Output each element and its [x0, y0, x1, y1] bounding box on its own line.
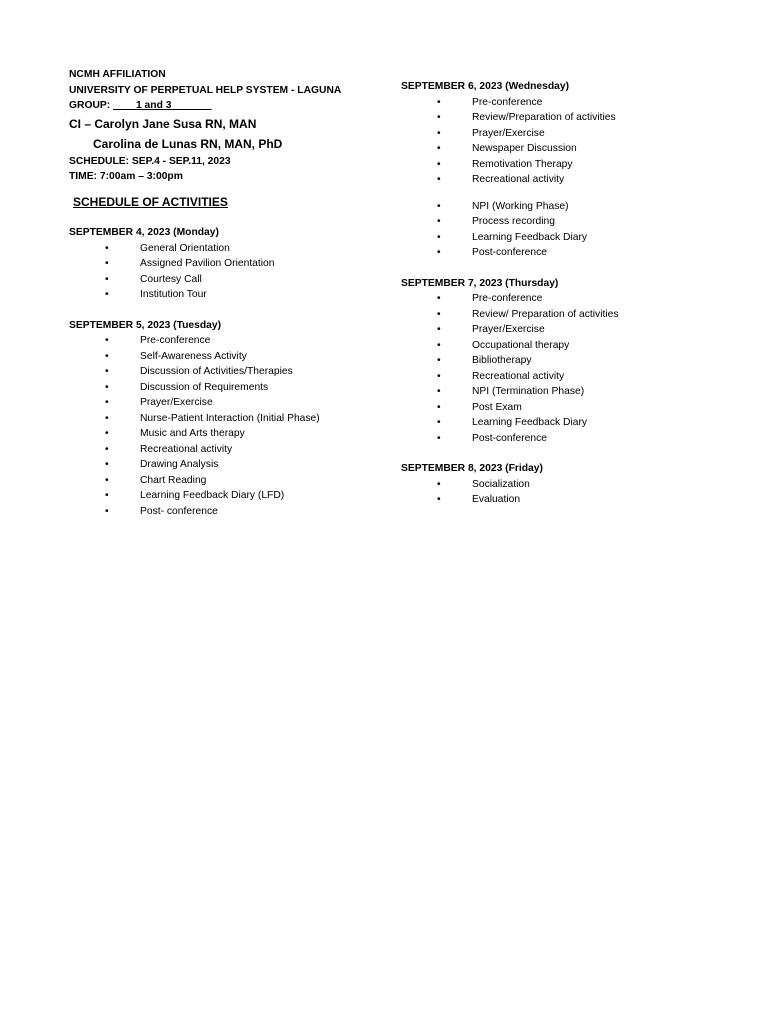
bullet-icon: • [105, 443, 109, 455]
list-item [69, 457, 389, 473]
activity-label: Post Exam [472, 401, 522, 413]
list-item [69, 241, 389, 257]
activity-label: NPI (Working Phase) [472, 200, 569, 212]
activity-label: Nurse-Patient Interaction (Initial Phase) [140, 412, 320, 424]
list-item [69, 333, 389, 349]
list-item [401, 95, 741, 111]
bullet-icon: • [105, 366, 109, 377]
left-column [69, 67, 389, 519]
day-title: SEPTEMBER 5, 2023 (Tuesday) [69, 319, 222, 331]
list-item [69, 272, 389, 288]
activity-label: Self-Awareness Activity [140, 350, 247, 362]
bullet-icon: • [105, 242, 109, 254]
list-item [69, 473, 389, 489]
spacer [401, 188, 741, 199]
bullet-icon: • [105, 258, 109, 269]
list-item [401, 369, 741, 385]
bullet-icon: • [437, 401, 441, 413]
activity-label: Bibliotherapy [472, 355, 532, 366]
activity-label: Chart Reading [140, 474, 207, 486]
bullet-icon: • [105, 412, 109, 424]
activity-label: Newspaper Discussion [472, 143, 577, 154]
list-item [69, 380, 389, 396]
bullet-icon: • [105, 273, 109, 285]
activity-label: Learning Feedback Diary (LFD) [140, 490, 285, 501]
bullet-icon: • [105, 428, 109, 439]
list-item [401, 245, 741, 261]
clinical-instructor-2: Carolina de Lunas RN, MAN, PhD [93, 136, 283, 151]
group-value: ____1 and 3_______ [113, 100, 212, 111]
activity-label: Post- conference [140, 505, 218, 517]
activity-label: Drawing Analysis [140, 459, 219, 470]
bullet-icon: • [437, 143, 441, 154]
bullet-icon: • [437, 112, 441, 123]
bullet-icon: • [437, 96, 441, 108]
activity-label: Evaluation [472, 494, 521, 505]
list-item [401, 172, 741, 188]
bullet-icon: • [105, 505, 109, 517]
group-line [69, 98, 389, 114]
activity-list [401, 477, 741, 508]
list-item [69, 364, 389, 380]
bullet-icon: • [437, 308, 441, 320]
day-title: SEPTEMBER 8, 2023 (Friday) [401, 463, 543, 474]
bullet-icon: • [437, 478, 441, 490]
bullet-icon: • [437, 370, 441, 382]
activity-label: General Orientation [140, 242, 230, 254]
right-column [401, 67, 741, 508]
bullet-icon: • [437, 216, 441, 227]
bullet-icon: • [105, 397, 109, 408]
activity-label: Discussion of Activities/Therapies [140, 366, 293, 377]
activity-label: Socialization [472, 478, 530, 490]
bullet-icon: • [437, 158, 441, 170]
list-item [69, 349, 389, 365]
activity-label: Prayer/Exercise [472, 127, 545, 139]
activity-label: Prayer/Exercise [140, 397, 213, 408]
activity-label: Remotivation Therapy [472, 158, 573, 170]
activity-label: Process recording [472, 216, 555, 227]
list-item [401, 126, 741, 142]
bullet-icon: • [437, 231, 441, 243]
list-item [69, 256, 389, 272]
day-block-friday [401, 461, 741, 508]
bullet-icon: • [437, 339, 441, 351]
university-heading: UNIVERSITY OF PERPETUAL HELP SYSTEM - LAGUNA [69, 84, 342, 96]
activity-label: Review/ Preparation of activities [472, 308, 619, 320]
day-block-thursday [401, 276, 741, 447]
list-item [401, 353, 741, 369]
list-item [69, 488, 389, 504]
bullet-icon: • [437, 494, 441, 505]
day-block-tuesday [69, 318, 389, 520]
list-item [69, 504, 389, 520]
bullet-icon: • [437, 174, 441, 185]
list-item [401, 415, 741, 431]
activity-label: Music and Arts therapy [140, 428, 245, 439]
list-item [401, 214, 741, 230]
list-item [401, 110, 741, 126]
list-item [69, 395, 389, 411]
list-item [401, 338, 741, 354]
activity-label: Recreational activity [140, 443, 233, 455]
list-item [401, 199, 741, 215]
list-item [401, 400, 741, 416]
activity-label: Learning Feedback Diary [472, 231, 588, 243]
list-item [401, 230, 741, 246]
list-item [401, 291, 741, 307]
bullet-icon: • [105, 289, 109, 300]
bullet-icon: • [437, 417, 441, 428]
activity-list [401, 291, 741, 446]
day-block-wednesday [401, 79, 741, 261]
bullet-icon: • [105, 335, 109, 346]
clinical-instructor-1: CI – Carolyn Jane Susa RN, MAN [69, 116, 257, 131]
list-item [401, 431, 741, 447]
day-title: SEPTEMBER 6, 2023 (Wednesday) [401, 81, 570, 92]
schedule-time: TIME: 7:00am – 3:00pm [69, 171, 183, 182]
day-title: SEPTEMBER 7, 2023 (Thursday) [401, 277, 559, 289]
list-item [401, 307, 741, 323]
schedule-range: SCHEDULE: SEP.4 - SEP.11, 2023 [69, 155, 231, 167]
list-item [401, 384, 741, 400]
activity-label: Institution Tour [140, 289, 207, 300]
list-item [69, 287, 389, 303]
list-item [69, 442, 389, 458]
activity-list [69, 241, 389, 303]
bullet-icon: • [437, 355, 441, 366]
list-item [401, 322, 741, 338]
list-item [69, 426, 389, 442]
activity-label: Pre-conference [472, 96, 543, 108]
activity-label: NPI (Termination Phase) [472, 386, 585, 397]
list-item [401, 157, 741, 173]
bullet-icon: • [105, 459, 109, 470]
bullet-icon: • [437, 324, 441, 335]
activity-label: Pre-conference [472, 293, 543, 304]
list-item [69, 411, 389, 427]
bullet-icon: • [437, 247, 441, 258]
bullet-icon: • [105, 474, 109, 486]
group-label: GROUP: [69, 100, 114, 111]
activity-list-continued [401, 199, 741, 261]
activity-label: Discussion of Requirements [140, 381, 269, 393]
activity-label: Post-conference [472, 432, 547, 444]
activity-label: Post-conference [472, 247, 547, 258]
schedule-title: SCHEDULE OF ACTIVITIES [73, 194, 228, 209]
bullet-icon: • [437, 386, 441, 397]
bullet-icon: • [437, 127, 441, 139]
bullet-icon: • [105, 381, 109, 393]
activity-label: Prayer/Exercise [472, 324, 545, 335]
activity-label: Pre-conference [140, 335, 211, 346]
list-item [401, 492, 741, 508]
activity-label: Review/Preparation of activities [472, 112, 616, 123]
activity-list [401, 95, 741, 188]
bullet-icon: • [105, 490, 109, 501]
activity-label: Assigned Pavilion Orientation [140, 258, 275, 269]
day-title: SEPTEMBER 4, 2023 (Monday) [69, 227, 219, 238]
activity-label: Occupational therapy [472, 339, 570, 351]
activity-label: Recreational activity [472, 370, 565, 382]
activity-label: Learning Feedback Diary [472, 417, 588, 428]
day-block-monday [69, 225, 389, 303]
list-item [401, 477, 741, 493]
affiliation-heading: NCMH AFFILIATION [69, 69, 166, 80]
bullet-icon: • [437, 200, 441, 212]
activity-label: Courtesy Call [140, 273, 202, 285]
activity-list [69, 333, 389, 519]
activity-label: Recreational activity [472, 174, 565, 185]
bullet-icon: • [437, 293, 441, 304]
bullet-icon: • [437, 432, 441, 444]
list-item [401, 141, 741, 157]
bullet-icon: • [105, 350, 109, 362]
